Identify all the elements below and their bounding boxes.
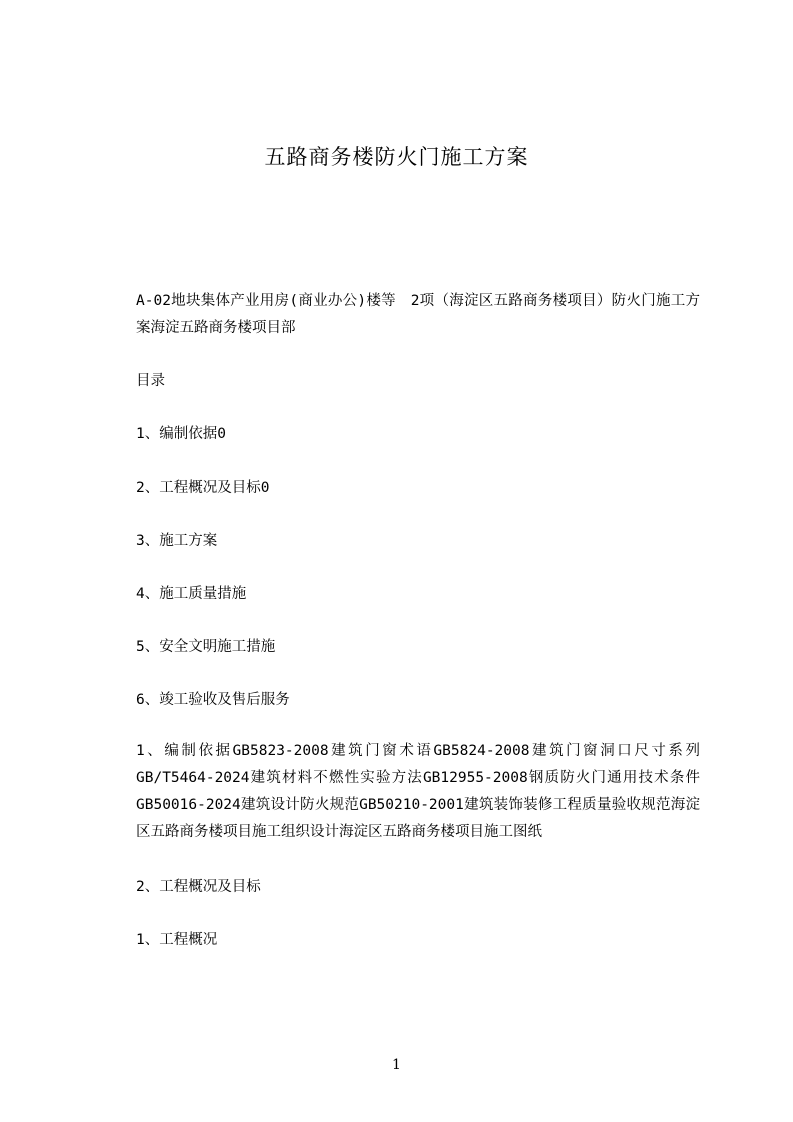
toc-heading: 目录 [136,373,165,389]
toc-item: 1、编制依据0 [136,426,226,442]
toc-item: 4、施工质量措施 [136,586,247,602]
toc-item: 6、竣工验收及售后服务 [136,692,290,708]
toc-item: 3、施工方案 [136,533,218,549]
toc-item: 2、工程概况及目标0 [136,480,270,496]
intro-paragraph [104,288,700,342]
intro-text: A-02地块集体产业用房(商业办公)楼等 2项（海淀区五路商务楼项目）防火门施工方案海淀五路商务楼项目部 [136,293,700,336]
section2-subheading: 1、工程概况 [136,932,218,948]
section2-heading: 2、工程概况及目标 [136,879,261,895]
page-number: 1 [392,1057,401,1073]
section1-text: 1、编制依据GB5823-2008建筑门窗术语GB5824-2008建筑门窗洞口尺寸系列GB/T5464-2024建筑材料不燃性实验方法GB12955-2008钢质防火门通用技术条件GB50016-2024建筑设计防火规范GB50210-2001建筑装饰装修工程质量验收规范海淀区五路商务楼项目施工组织设计海淀区五路商务楼项目施工图纸 [136,743,700,840]
section1-paragraph [104,738,700,846]
document-title: 五路商务楼防火门施工方案 [264,145,529,169]
toc-item: 5、安全文明施工措施 [136,639,276,655]
